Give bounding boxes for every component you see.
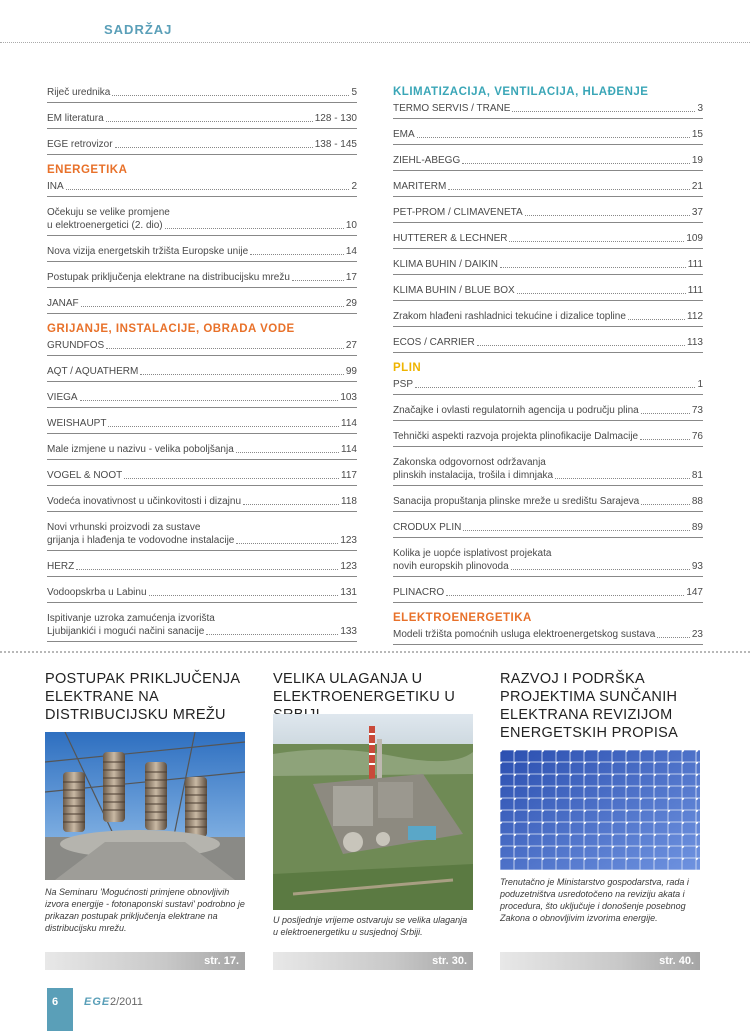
- feature-title-line: ELEKTRANA REVIZIJOM: [500, 707, 673, 723]
- toc-entry-page: 111: [687, 259, 703, 270]
- toc-leader-dots: [250, 254, 344, 255]
- toc-entry-page: 111: [687, 285, 703, 296]
- toc-entry-title-line: Zakonska odgovornost održavanja: [393, 457, 546, 468]
- toc-leader-dots: [517, 293, 686, 294]
- toc-entry[interactable]: [393, 128, 703, 145]
- toc-entry-title: grijanja i hlađenja te vodovodne instalacije: [47, 535, 235, 546]
- toc-entry-line: [47, 138, 357, 151]
- toc-entry-title: Riječ urednika: [47, 87, 111, 98]
- toc-leader-dots: [462, 163, 690, 164]
- toc-entry-line: [47, 297, 357, 310]
- toc-entry-line: [393, 404, 703, 417]
- toc-entry-title: MARITERM: [393, 181, 447, 192]
- toc-leader-dots: [446, 595, 684, 596]
- toc-entry-line: [47, 112, 357, 125]
- toc-entry-line: [393, 430, 703, 443]
- transformer-photo: [45, 732, 245, 880]
- page-number: 6: [52, 996, 59, 1008]
- toc-entry-line: [47, 219, 357, 232]
- toc-entry-line: [47, 391, 357, 404]
- toc-entry-page: 112: [687, 311, 703, 322]
- toc-entry-page: 73: [691, 405, 703, 416]
- toc-leader-dots: [149, 595, 339, 596]
- toc-entry[interactable]: [47, 365, 357, 382]
- toc-entry-line: [393, 154, 703, 167]
- toc-entry-line: [393, 258, 703, 271]
- toc-entry[interactable]: [393, 258, 703, 275]
- toc-entry[interactable]: [393, 206, 703, 223]
- toc-leader-dots: [81, 306, 344, 307]
- toc-entry-page: 88: [691, 496, 703, 507]
- toc-leader-dots: [509, 241, 684, 242]
- toc-entry-title: AQT / AQUATHERM: [47, 366, 139, 377]
- toc-left-column: [47, 86, 357, 651]
- toc-entry[interactable]: [47, 469, 357, 486]
- toc-entry[interactable]: [393, 628, 703, 645]
- toc-entry[interactable]: [393, 102, 703, 119]
- section-heading-klima: KLIMATIZACIJA, VENTILACIJA, HLAĐENJE: [393, 86, 649, 98]
- toc-entry-page: 10: [345, 220, 357, 231]
- toc-leader-dots: [417, 137, 690, 138]
- toc-entry[interactable]: [393, 456, 703, 486]
- toc-entry-page: 114: [341, 444, 357, 455]
- toc-entry-page: 17: [345, 272, 357, 283]
- feature-page-badge[interactable]: str. 17.: [45, 952, 245, 970]
- page-header: [0, 0, 750, 44]
- toc-leader-dots: [112, 95, 349, 96]
- feature-article-3[interactable]: [500, 670, 730, 967]
- toc-klima-list: [393, 102, 703, 353]
- toc-entry[interactable]: [393, 430, 703, 447]
- toc-entry-title-line: Novi vrhunski proizvodi za sustave: [47, 522, 201, 533]
- feature-page-badge[interactable]: str. 30.: [273, 952, 473, 970]
- feature-article-1[interactable]: [45, 670, 275, 967]
- toc-entry-line: [47, 245, 357, 258]
- toc-leader-dots: [66, 189, 350, 190]
- toc-entry-title: VIEGA: [47, 392, 78, 403]
- toc-leader-dots: [448, 189, 690, 190]
- toc-entry-page: 1: [697, 379, 703, 390]
- toc-entry[interactable]: [47, 339, 357, 356]
- toc-entry-page: 19: [691, 155, 703, 166]
- toc-entry[interactable]: [47, 271, 357, 288]
- toc-entry-line: [393, 102, 703, 115]
- toc-entry-title: Nova vizija energetskih tržišta Europske unije: [47, 246, 249, 257]
- toc-entry-line: [393, 628, 703, 641]
- toc-entry-line: [393, 521, 703, 534]
- toc-entry-page: 138 - 145: [314, 139, 357, 150]
- toc-entry-title: Male izmjene u nazivu - velika poboljšanja: [47, 444, 234, 455]
- toc-leader-dots: [124, 478, 339, 479]
- feature-title-line: ELEKTROENERGETIKU U: [273, 689, 456, 705]
- toc-entry-line: [393, 180, 703, 193]
- toc-entry-title: novih europskih plinovoda: [393, 561, 509, 572]
- toc-entry-title: HUTTERER & LECHNER: [393, 233, 508, 244]
- toc-leader-dots: [206, 634, 338, 635]
- toc-leader-dots: [165, 228, 344, 229]
- toc-entry-page: 76: [691, 431, 703, 442]
- toc-entry-title: EGE retrovizor: [47, 139, 113, 150]
- section-divider: [0, 651, 750, 653]
- toc-intro-list: [47, 86, 357, 155]
- toc-entry[interactable]: [47, 297, 357, 314]
- toc-leader-dots: [525, 215, 690, 216]
- toc-leader-dots: [641, 504, 690, 505]
- toc-entry-title: Vodoopskrba u Labinu: [47, 587, 147, 598]
- toc-entry-page: 27: [345, 340, 357, 351]
- feature-title-line: ENERGETSKIH PROPISA: [500, 725, 679, 741]
- toc-entry[interactable]: [47, 245, 357, 262]
- toc-entry-line: [47, 339, 357, 352]
- toc-entry[interactable]: [47, 443, 357, 460]
- toc-entry-page: 123: [340, 535, 357, 546]
- feature-caption: Trenutačno je Ministarstvo gospodarstva, rada i poduzetništva usredotočeno na reviziju akata i procedura, što uključuje i donošenje posebnog Zakona o obnovljivim izvorima energije.: [500, 877, 689, 923]
- toc-entry[interactable]: [393, 404, 703, 421]
- toc-entry-page: 5: [351, 87, 357, 98]
- section-heading-plin: PLIN: [393, 362, 422, 374]
- page-title: SADRŽAJ: [104, 22, 173, 37]
- toc-entry[interactable]: [47, 138, 357, 155]
- toc-entry[interactable]: [47, 612, 357, 642]
- toc-plin-list: [393, 378, 703, 603]
- solar-panel-photo: [500, 750, 700, 870]
- toc-grijanje-list: [47, 339, 357, 642]
- toc-entry-title: Modeli tržišta pomoćnih usluga elektroenergetskog sustava: [393, 629, 656, 640]
- toc-entry-line: [393, 336, 703, 349]
- toc-entry-page: 147: [686, 587, 703, 598]
- toc-entry-title: plinskih instalacija, trošila i dimnjaka: [393, 470, 554, 481]
- feature-title-line: PROJEKTIMA SUNČANIH: [500, 689, 678, 705]
- toc-entry-page: 37: [691, 207, 703, 218]
- toc-entry[interactable]: [393, 284, 703, 301]
- toc-entry-title: PSP: [393, 379, 414, 390]
- feature-title: [45, 670, 275, 724]
- toc-entry-line: [47, 495, 357, 508]
- toc-entry-line: [393, 469, 703, 482]
- toc-entry[interactable]: [393, 586, 703, 603]
- toc-entry[interactable]: [47, 86, 357, 103]
- toc-entry-title: ECOS / CARRIER: [393, 337, 475, 348]
- toc-entry-line: [47, 443, 357, 456]
- toc-entry[interactable]: [393, 378, 703, 395]
- toc-entry-page: 117: [341, 470, 357, 481]
- toc-entry-line: [393, 232, 703, 245]
- toc-entry-line: [393, 310, 703, 323]
- toc-leader-dots: [106, 348, 344, 349]
- toc-entry[interactable]: [393, 547, 703, 577]
- toc-entry[interactable]: [47, 391, 357, 408]
- toc-entry-line: [47, 534, 357, 547]
- toc-entry[interactable]: [47, 180, 357, 197]
- toc-entry-line: [47, 365, 357, 378]
- toc-entry[interactable]: [393, 232, 703, 249]
- toc-leader-dots: [477, 345, 685, 346]
- toc-entry-page: 23: [691, 629, 703, 640]
- toc-entry-page: 131: [340, 587, 357, 598]
- feature-title-line: POSTUPAK PRIKLJUČENJA: [45, 671, 241, 687]
- toc-entry[interactable]: [393, 180, 703, 197]
- toc-entry-title: u elektroenergetici (2. dio): [47, 220, 163, 231]
- toc-entry-page: 15: [691, 129, 703, 140]
- toc-leader-dots: [236, 452, 339, 453]
- toc-entry[interactable]: [47, 206, 357, 236]
- toc-entry-title: HERZ: [47, 561, 75, 572]
- toc-leader-dots: [415, 387, 695, 388]
- toc-entry-title: TERMO SERVIS / TRANE: [393, 103, 511, 114]
- toc-entry-title: ZIEHL-ABEGG: [393, 155, 461, 166]
- toc-entry-line: [47, 586, 357, 599]
- toc-leader-dots: [500, 267, 686, 268]
- toc-entry-line: [47, 271, 357, 284]
- toc-entry-title: Tehnički aspekti razvoja projekta plinofikacije Dalmacije: [393, 431, 639, 442]
- section-heading-grijanje: GRIJANJE, INSTALACIJE, OBRADA VODE: [47, 323, 295, 335]
- toc-entry-line: [47, 86, 357, 99]
- toc-leader-dots: [292, 280, 344, 281]
- toc-entry-page: 133: [340, 626, 357, 637]
- feature-title-line: RAZVOJ I PODRŠKA: [500, 671, 645, 687]
- toc-leader-dots: [76, 569, 338, 570]
- toc-entry[interactable]: [47, 521, 357, 551]
- toc-entry[interactable]: [393, 310, 703, 327]
- toc-right-column: [393, 86, 703, 654]
- toc-leader-dots: [511, 569, 690, 570]
- toc-entry-title: Sanacija propuštanja plinske mreže u središtu Sarajeva: [393, 496, 640, 507]
- toc-entry-page: 118: [341, 496, 357, 507]
- section-heading-energetika: ENERGETIKA: [47, 164, 128, 176]
- toc-entry-title: PET-PROM / CLIMAVENETA: [393, 207, 523, 218]
- toc-entry-line: [393, 284, 703, 297]
- feature-title-line: ELEKTRANE NA: [45, 689, 159, 705]
- toc-leader-dots: [641, 413, 690, 414]
- toc-entry-page: 109: [686, 233, 703, 244]
- toc-entry-page: 93: [691, 561, 703, 572]
- toc-entry-page: 123: [340, 561, 357, 572]
- toc-entry[interactable]: [393, 154, 703, 171]
- toc-leader-dots: [512, 111, 695, 112]
- toc-entry-title: Ljubijankići i mogući načini sanacije: [47, 626, 205, 637]
- toc-leader-dots: [657, 637, 690, 638]
- toc-entry-line: [47, 625, 357, 638]
- toc-entry-line: [393, 206, 703, 219]
- toc-entry[interactable]: [47, 112, 357, 129]
- toc-leader-dots: [106, 121, 313, 122]
- toc-entry-title: EMA: [393, 129, 415, 140]
- toc-entry[interactable]: [47, 495, 357, 512]
- toc-entry-title: EM literatura: [47, 113, 104, 124]
- toc-entry[interactable]: [393, 521, 703, 538]
- toc-leader-dots: [236, 543, 338, 544]
- toc-entry-line: [47, 180, 357, 193]
- toc-entry-title: Vodeća inovativnost u učinkovitosti i dizajnu: [47, 496, 242, 507]
- toc-entry-title: Zrakom hlađeni rashladnici tekućine i dizalice topline: [393, 311, 626, 322]
- toc-entry-line: [47, 417, 357, 430]
- toc-entry-page: 99: [345, 366, 357, 377]
- toc-leader-dots: [108, 426, 339, 427]
- feature-caption: Na Seminaru 'Mogućnosti primjene obnovljivih izvora energije - fotonaponski sustavi' podrobno je prikazan postupak priključenja elektrane na distribucijsku mrežu.: [45, 887, 245, 933]
- toc-entry[interactable]: [393, 336, 703, 353]
- toc-entry-title-line: Kolika je uopće isplativost projekata: [393, 548, 552, 559]
- toc-entry-page: 21: [691, 181, 703, 192]
- toc-entry-page: 114: [341, 418, 357, 429]
- toc-leader-dots: [115, 147, 313, 148]
- toc-entry-title: INA: [47, 181, 64, 192]
- toc-entry-line: [47, 469, 357, 482]
- toc-entry-title: Značajke i ovlasti regulatornih agencija u području plina: [393, 405, 639, 416]
- toc-entry-page: 113: [687, 337, 703, 348]
- toc-entry-page: 81: [691, 470, 703, 481]
- toc-entry[interactable]: [47, 417, 357, 434]
- toc-entry[interactable]: [393, 495, 703, 512]
- footer-page-bar: [47, 988, 73, 1031]
- toc-leader-dots: [628, 319, 685, 320]
- toc-entry-title: GRUNDFOS: [47, 340, 105, 351]
- issue-number: 2/2011: [110, 996, 143, 1008]
- magazine-logo: EGE: [84, 996, 111, 1008]
- toc-leader-dots: [463, 530, 690, 531]
- power-plant-photo: [273, 714, 473, 910]
- toc-entry-title: JANAF: [47, 298, 79, 309]
- toc-entry-line: [393, 378, 703, 391]
- toc-entry-page: 14: [345, 246, 357, 257]
- toc-entry-page: 3: [697, 103, 703, 114]
- toc-entry-title: CRODUX PLIN: [393, 522, 462, 533]
- toc-entry-title: Postupak priključenja elektrane na distribucijsku mrežu: [47, 272, 290, 283]
- toc-leader-dots: [555, 478, 690, 479]
- toc-entry-page: 29: [345, 298, 357, 309]
- toc-leader-dots: [140, 374, 344, 375]
- toc-entry[interactable]: [47, 560, 357, 577]
- toc-entry-title: WEISHAUPT: [47, 418, 107, 429]
- toc-entry-title: VOGEL & NOOT: [47, 470, 123, 481]
- toc-entry-line: [393, 560, 703, 573]
- toc-entry-title: KLIMA BUHIN / DAIKIN: [393, 259, 499, 270]
- toc-leader-dots: [640, 439, 690, 440]
- toc-entry-line: [393, 586, 703, 599]
- feature-page-badge[interactable]: str. 40.: [500, 952, 700, 970]
- toc-leader-dots: [80, 400, 339, 401]
- feature-title-line: DISTRIBUCIJSKU MREŽU: [45, 707, 226, 723]
- toc-entry[interactable]: [47, 586, 357, 603]
- toc-entry-page: 89: [691, 522, 703, 533]
- toc-entry-page: 103: [340, 392, 357, 403]
- toc-entry-line: [47, 560, 357, 573]
- toc-entry-page: 128 - 130: [314, 113, 357, 124]
- toc-entry-title: PLINACRO: [393, 587, 445, 598]
- toc-entry-page: 2: [351, 181, 357, 192]
- toc-entry-title-line: Ispitivanje uzroka zamućenja izvorišta: [47, 613, 215, 624]
- toc-entry-line: [393, 128, 703, 141]
- feature-caption: U posljednje vrijeme ostvaruju se velika ulaganja u elektroenergetiku u susjednoj Srbiji.: [273, 915, 468, 937]
- feature-title-line: VELIKA ULAGANJA U: [273, 671, 423, 687]
- section-heading-elektro: ELEKTROENERGETIKA: [393, 612, 532, 624]
- toc-elektro-list: [393, 628, 703, 645]
- toc-leader-dots: [243, 504, 339, 505]
- toc-energetika-list: [47, 180, 357, 314]
- toc-entry-title-line: Očekuju se velike promjene: [47, 207, 170, 218]
- toc-entry-title: KLIMA BUHIN / BLUE BOX: [393, 285, 515, 296]
- toc-entry-line: [393, 495, 703, 508]
- feature-article-2[interactable]: [273, 670, 503, 967]
- header-rule: [0, 42, 750, 43]
- feature-title: [500, 670, 730, 742]
